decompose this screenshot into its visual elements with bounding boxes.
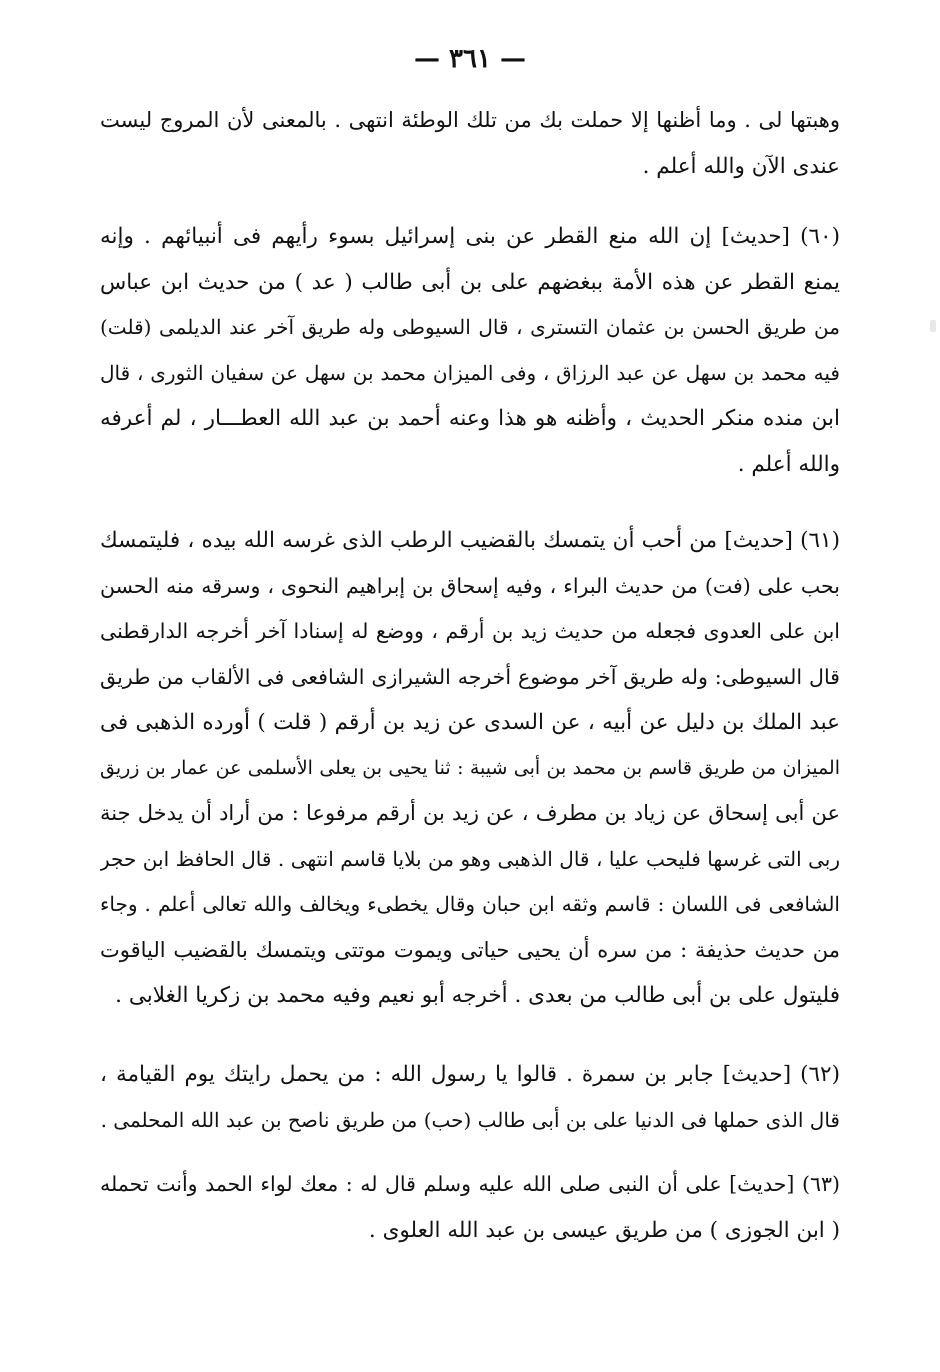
page-number: — ٣٦١ — xyxy=(413,44,527,74)
text-line: ابن على العدوى فجعله من حديث زيد بن أرقم ، ووضع له إسنادا آخر أخرجه الدارقطنى xyxy=(100,619,840,643)
text-line: ابن منده منكر الحديث ، وأظنه هو هذا وعنه أحمد بن عبد الله العطـــار ، لم أعرفه xyxy=(100,406,840,431)
text-line: عن أبى إسحاق عن زياد بن مطرف ، عن زيد بن أرقم مرفوعا : من أراد أن يدخل جنة xyxy=(100,801,840,825)
text-line: يمنع القطر عن هذه الأمة ببغضهم على بن أبى طالب ( عد ) من حديث ابن عباس xyxy=(100,269,840,295)
text-line: من طريق الحسن بن عثمان التسترى ، قال السيوطى وله طريق آخر عند الديلمى (قلت) xyxy=(100,315,840,339)
hadith-61 xyxy=(100,518,840,1019)
text-line: قال الذى حملها فى الدنيا على بن أبى طالب (حب) من طريق ناصح بن عبد الله المحلمى . xyxy=(100,1107,840,1132)
text-line: فيه محمد بن سهل عن عبد الرزاق ، وفى الميزان محمد بن سهل عن سفيان الثورى ، قال xyxy=(100,360,840,385)
hadith-60 xyxy=(100,214,840,487)
text-line: والله أعلم . xyxy=(737,451,840,477)
text-line: من حديث حذيفة : من سره أن يحيى حياتى ويموت موتتى ويتمسك بالقضيب الياقوت xyxy=(100,937,840,962)
text-line: قال السيوطى: وله طريق آخر موضوع أخرجه الشيرازى الشافعى فى الألقاب من طريق xyxy=(100,664,840,689)
text-line: (٦٣) [حديث] على أن النبى صلى الله عليه وسلم قال له : معك لواء الحمد وأنت تحمله xyxy=(100,1172,840,1196)
text-line: ربى التى غرسها فليحب عليا ، قال الذهبى وهو من بلايا قاسم انتهى . قال الحافظ ابن حجر xyxy=(100,846,840,871)
text-line: بحب على (فت) من حديث البراء ، وفيه إسحاق بن إبراهيم النحوى ، وسرقه منه الحسن xyxy=(100,573,840,598)
paragraph-continuation xyxy=(100,98,840,189)
scan-speck xyxy=(930,320,936,332)
text-line: عبد الملك بن دليل عن أبيه ، عن السدى عن زيد بن أرقم ( قلت ) أورده الذهبى فى xyxy=(100,710,840,735)
text-line: (٦٢) [حديث] جابر بن سمرة . قالوا يا رسول الله : من يحمل رايتك يوم القيامة ، xyxy=(100,1062,840,1087)
text-line: وهبتها لى . وما أظنها إلا حملت بك من تلك الوطئة انتهى . بالمعنى لأن المروج ليست xyxy=(100,108,840,132)
text-line: عندى الآن والله أعلم . xyxy=(642,153,840,179)
hadith-62 xyxy=(100,1052,840,1143)
hadith-63 xyxy=(100,1162,840,1253)
text-line: (٦٠) [حديث] إن الله منع القطر عن بنى إسرائيل بسوء رأيهم فى أنبيائهم . وإنه xyxy=(100,224,840,249)
text-line: الشافعى فى اللسان : قاسم وثقه ابن حبان وقال يخطىء ويخالف والله تعالى أعلم . وجاء xyxy=(100,892,840,916)
text-line: ( ابن الجوزى ) من طريق عيسى بن عبد الله العلوى . xyxy=(368,1217,840,1243)
text-line: (٦١) [حديث] من أحب أن يتمسك بالقضيب الرطب الذى غرسه الله بيده ، فليتمسك xyxy=(100,528,840,553)
text-line: الميزان من طريق قاسم بن محمد بن أبى شيبة : ثنا يحيى بن يعلى الأسلمى عن عمار بن زريق xyxy=(100,756,840,779)
text-line: فليتول على بن أبى طالب من بعدى . أخرجه أبو نعيم وفيه محمد بن زكريا الغلابى . xyxy=(115,983,840,1008)
